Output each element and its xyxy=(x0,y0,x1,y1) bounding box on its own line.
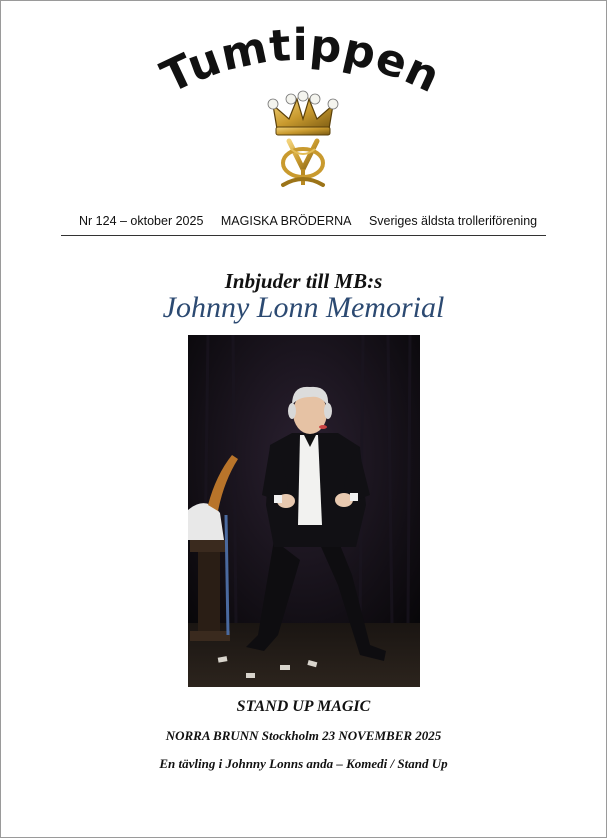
issue-line xyxy=(79,214,547,228)
invite-heading: Inbjuder till MB:s xyxy=(224,269,383,293)
organization-tagline: Sveriges äldsta trolleriförening xyxy=(368,214,538,228)
venue-and-date: NORRA BRUNN Stockholm 23 NOVEMBER 2025 xyxy=(165,728,442,743)
masthead xyxy=(1,1,606,201)
event-title: Johnny Lonn Memorial xyxy=(162,291,445,324)
event-description: En tävling i Johnny Lonns anda – Komedi / Stand Up xyxy=(159,756,448,771)
masthead-graphic xyxy=(1,1,606,201)
masthead-title: Tumtippen xyxy=(153,19,449,104)
event-category: STAND UP MAGIC xyxy=(236,698,371,715)
performer-photo xyxy=(188,335,420,687)
header-divider xyxy=(61,235,546,236)
organization-name: MAGISKA BRÖDERNA xyxy=(220,214,352,228)
issue-number: Nr 124 – oktober 2025 xyxy=(79,214,204,228)
crown-emblem xyxy=(268,91,338,185)
